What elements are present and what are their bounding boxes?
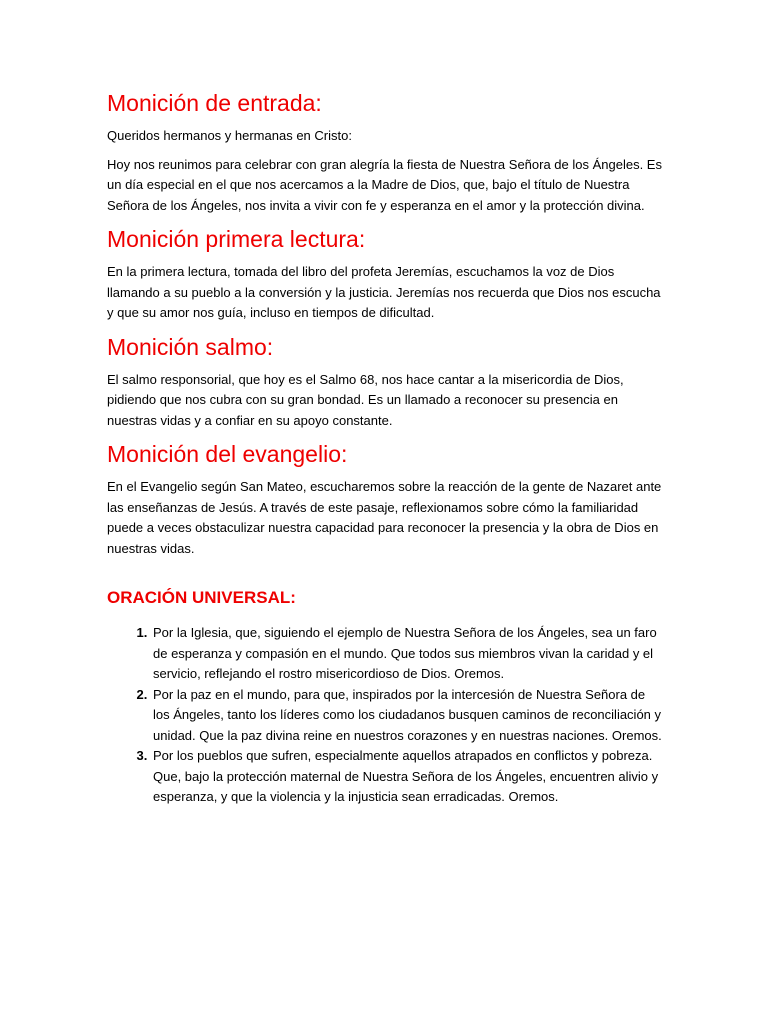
section-heading-primera-lectura: Monición primera lectura: bbox=[107, 226, 366, 252]
prayer-item: 2. Por la paz en el mundo, para que, inspirados por la intercesión de Nuestra Señora de los Ángeles, tanto los líderes como los ciudadanos busquen caminos de reconciliación y unidad. Que la paz divina reine en nuestros corazones y en nuestras naciones. Oremos. bbox=[151, 685, 663, 747]
primera-lectura-paragraph: En la primera lectura, tomada del libro del profeta Jeremías, escuchamos la voz de Dios llamando a su pueblo a la conversión y la justicia. Jeremías nos recuerda que Dios nos escucha y que su amor nos guía, incluso en tiempos de dificultad. bbox=[107, 264, 661, 320]
section-entrada bbox=[107, 88, 663, 216]
greeting-paragraph: Queridos hermanos y hermanas en Cristo: bbox=[107, 128, 352, 143]
section-oracion-universal bbox=[107, 587, 663, 808]
entrada-paragraph: Hoy nos reunimos para celebrar con gran alegría la fiesta de Nuestra Señora de los Ángeles. Es un día especial en el que nos acercamos a la Madre de Dios, que, bajo el título de Nuestra Señora de los Ángeles, nos invita a vivir con fe y esperanza en el amor y la protección divina. bbox=[107, 156, 662, 213]
section-salmo bbox=[107, 332, 663, 432]
section-evangelio bbox=[107, 439, 663, 559]
section-heading-entrada: Monición de entrada: bbox=[107, 90, 322, 116]
prayer-item: 3. Por los pueblos que sufren, especialmente aquellos atrapados en conflictos y pobreza. Que, bajo la protección maternal de Nuestra Señora de los Ángeles, encuentren alivio y esperanza, y que la violencia y la injusticia sean erradicadas. Oremos. bbox=[151, 746, 663, 808]
evangelio-paragraph: En el Evangelio según San Mateo, escucharemos sobre la reacción de la gente de Nazaret ante las enseñanzas de Jesús. A través de este pasaje, reflexionamos sobre cómo la familiaridad puede a veces obstaculizar nuestra capacidad para reconocer la presencia y la obra de Dios en nuestras vidas. bbox=[107, 479, 662, 556]
salmo-paragraph: El salmo responsorial, que hoy es el Salmo 68, nos hace cantar a la misericordia de Dios, pidiendo que nos cubra con su gran bondad. Es un llamado a reconocer su presencia en nuestras vidas y a confiar en su apoyo constante. bbox=[107, 371, 624, 428]
prayer-list bbox=[107, 623, 663, 808]
document-page bbox=[107, 88, 663, 808]
prayer-heading: ORACIÓN UNIVERSAL: bbox=[107, 588, 296, 607]
section-primera-lectura bbox=[107, 224, 663, 324]
section-heading-salmo: Monición salmo: bbox=[107, 333, 274, 360]
prayer-item: 1. Por la Iglesia, que, siguiendo el ejemplo de Nuestra Señora de los Ángeles, sea un faro de esperanza y compasión en el mundo. Que todos sus miembros vivan la caridad y el servicio, reflejando el rostro misericordioso de Dios. Oremos. bbox=[151, 623, 663, 685]
section-heading-evangelio: Monición del evangelio: bbox=[107, 441, 348, 467]
